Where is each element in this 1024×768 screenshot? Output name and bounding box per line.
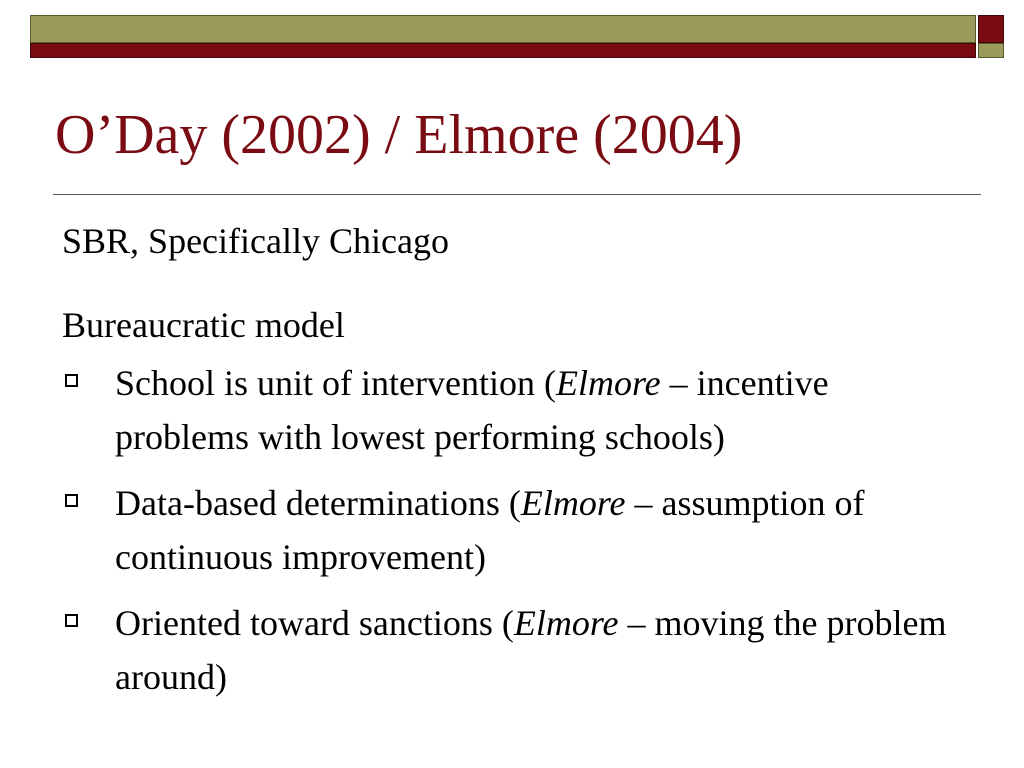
subheading-sbr-chicago: SBR, Specifically Chicago: [62, 221, 449, 261]
bullet-text-tail: – incentive problems with lowest performing schools): [115, 363, 829, 457]
bullet-item: [62, 356, 962, 464]
hollow-square-bullet-icon: [65, 374, 78, 387]
bullet-text-lead: Data-based determinations (: [115, 483, 521, 523]
header-band-maroon: [30, 43, 976, 58]
bullet-text: [115, 596, 955, 704]
hollow-square-bullet-icon: [65, 614, 78, 627]
header-corner-square-maroon: [978, 15, 1004, 43]
subheading-bureaucratic-model: Bureaucratic model: [62, 305, 345, 345]
bullet-text-lead: Oriented toward sanctions (: [115, 603, 514, 643]
title-divider: [53, 194, 981, 195]
bullet-text-tail: – moving the problem around): [115, 603, 947, 697]
hollow-square-bullet-icon: [65, 494, 78, 507]
bullet-text-emphasis: Elmore: [555, 363, 661, 403]
bullet-text-emphasis: Elmore: [513, 603, 619, 643]
bullet-text: [115, 476, 955, 584]
slide-title: O’Day (2002) / Elmore (2004): [55, 104, 743, 166]
slide-body: [62, 214, 962, 716]
header-band-olive: [30, 15, 976, 43]
bullet-text-emphasis: Elmore: [520, 483, 626, 523]
bullet-text-lead: School is unit of intervention (: [115, 363, 556, 403]
header-corner-square-olive: [978, 43, 1004, 58]
bullet-item: [62, 476, 962, 584]
bullet-text: [115, 356, 955, 464]
bullet-list: [62, 356, 962, 704]
bullet-item: [62, 596, 962, 704]
bullet-text-tail: – assumption of continuous improvement): [115, 483, 865, 577]
